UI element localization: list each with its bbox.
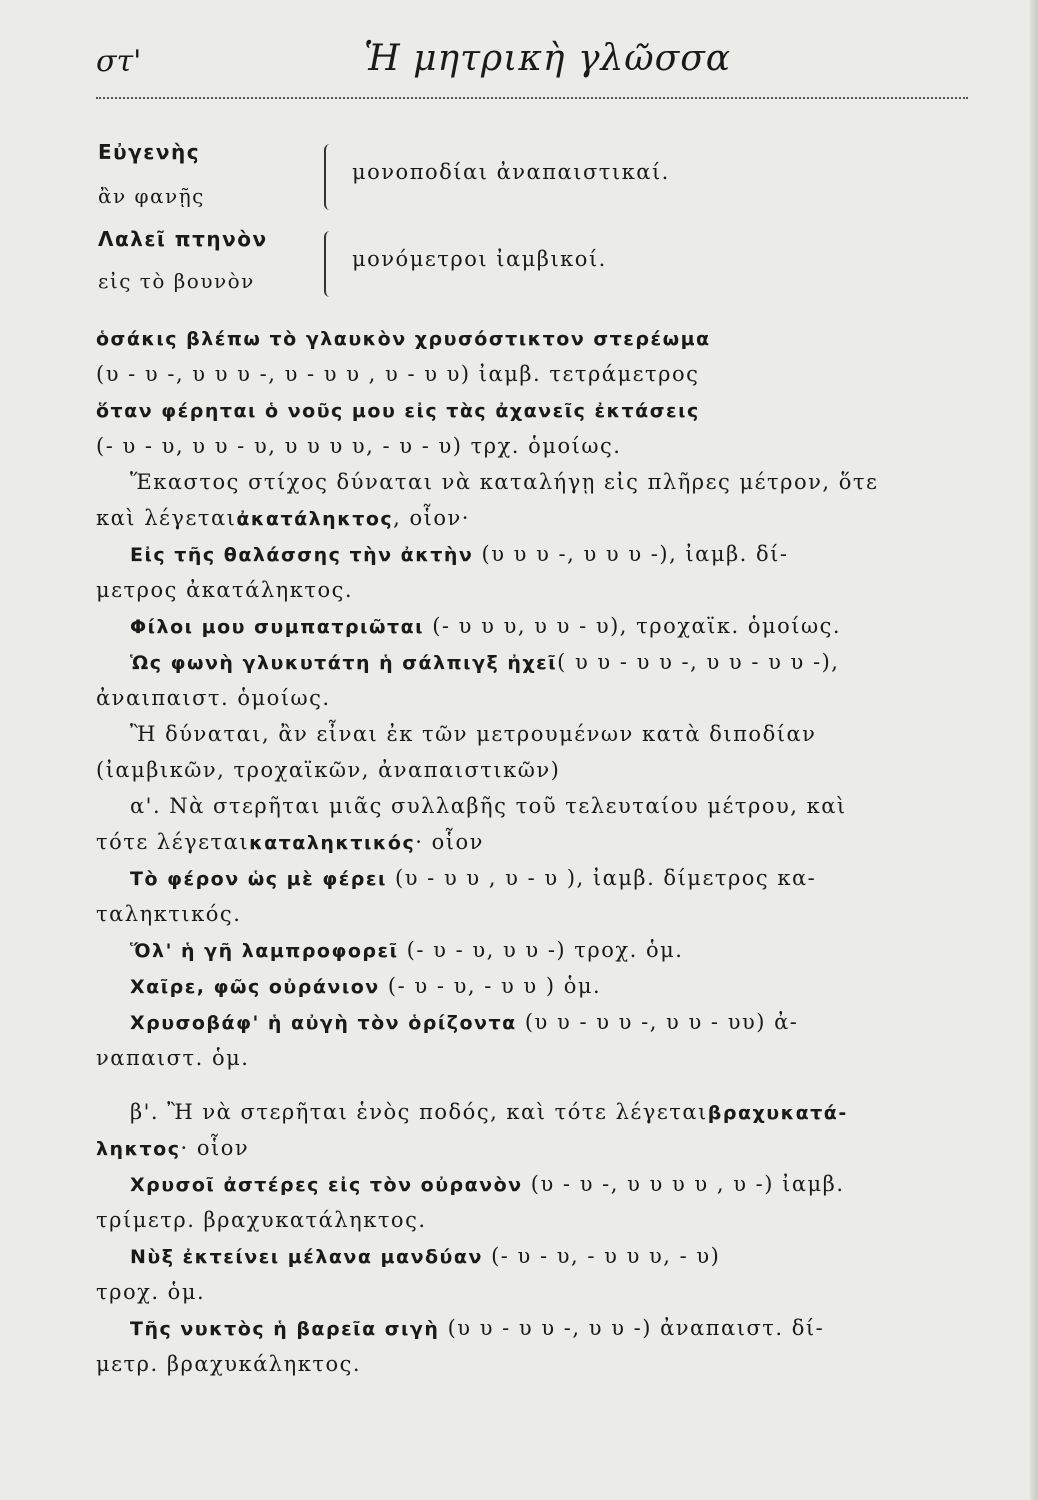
plain-text: (υ υ - υ υ -, υ υ -) ἀναπαιστ. δί- (439, 1316, 825, 1340)
plain-text: (- υ - υ, υ υ -) τροχ. ὁμ. (398, 938, 684, 962)
bold-text: Ὅλ' ἡ γῆ λαμπροφορεῖ (130, 940, 399, 962)
bold-text: ὁσάκις βλέπω τὸ γλαυκὸν χρυσόστικτον στερέωμα (96, 328, 711, 350)
text-line (96, 824, 976, 860)
plain-text: (υ - υ υ , υ - υ ), ἰαμβ. δίμετρος κα- (386, 866, 817, 890)
plain-text: (υ - υ -, υ υ υ -, υ - υ υ , υ - υ υ) ἰαμβ. τετράμετρος (96, 362, 700, 386)
verse-line: Λαλεῖ πτηνὸν (98, 227, 268, 251)
bold-text: Τῆς νυκτὸς ἡ βαρεῖα σιγὴ (130, 1318, 440, 1340)
page-body (96, 130, 976, 1382)
text-line (96, 536, 976, 572)
bold-text: βραχυκατά- (707, 1102, 848, 1124)
plain-text: (- υ - υ, υ υ - υ, υ υ υ υ, - υ - υ) τρχ. ὁμοίως. (96, 434, 622, 458)
bold-text: Εἰς τῆς θαλάσσης τὴν ἀκτὴν (130, 544, 474, 566)
text-line (96, 644, 976, 680)
text-line (96, 392, 976, 428)
text-line (96, 860, 976, 896)
bold-text: Χαῖρε, φῶς οὐράνιον (130, 976, 380, 998)
page-header (96, 38, 968, 88)
verse-line: Εὐγενὴς (98, 140, 201, 164)
text-line (96, 464, 976, 500)
text-line (96, 1202, 976, 1238)
page-edge (1030, 0, 1038, 1500)
text-line (96, 932, 976, 968)
running-title: Ἡ μητρικὴ γλῶσσα (364, 38, 732, 79)
text-line (96, 968, 976, 1004)
bold-text: ὅταν φέρηται ὁ νοῦς μου εἰς τὰς ἀχανεῖς ἐκτάσεις (96, 400, 700, 422)
text-line (96, 1274, 976, 1310)
plain-text: (- υ - υ, - υ υ ) ὁμ. (379, 974, 602, 998)
brace (324, 144, 334, 210)
text-line (96, 608, 976, 644)
plain-text: (- υ υ υ, υ υ - υ), τροχαϊκ. ὁμοίως. (424, 614, 842, 638)
plain-text: τότε λέγεται (96, 830, 250, 854)
text-line (96, 788, 976, 824)
text-line (96, 1094, 976, 1130)
text-line (96, 320, 976, 356)
plain-text: ναπαιστ. ὁμ. (96, 1046, 250, 1070)
bold-text: Τὸ φέρον ὡς μὲ φέρει (130, 868, 387, 890)
plain-text: (υ υ υ -, υ υ υ -), ἰαμβ. δί- (473, 542, 789, 566)
bold-text: καταληκτικός (249, 832, 416, 854)
text-line (96, 1166, 976, 1202)
verse-line: ἂν φανῇς (98, 184, 205, 208)
plain-text: ταληκτικός. (96, 902, 242, 926)
bold-text: ληκτος (96, 1138, 181, 1160)
text-line (96, 752, 976, 788)
text-line (96, 1040, 976, 1076)
verse-block-1 (96, 130, 976, 225)
text-line (96, 1130, 976, 1166)
verse-note: μονόμετροι ἰαμβικοί. (352, 247, 607, 271)
text-line (96, 356, 976, 392)
plain-text: καὶ λέγεται (96, 506, 237, 530)
text-line (96, 500, 976, 536)
text-line (96, 428, 976, 464)
verse-note: μονοποδίαι ἀναπαιστικαί. (352, 160, 670, 184)
header-rule (96, 97, 968, 99)
plain-text: τροχ. ὁμ. (96, 1280, 206, 1304)
plain-text: ( υ υ - υ υ -, υ υ - υ υ -), (557, 650, 840, 674)
verse-line: εἰς τὸ βουνὸν (98, 269, 255, 293)
text-line (96, 1238, 976, 1274)
plain-text: · οἷον (415, 830, 484, 854)
plain-text: , οἷον· (393, 506, 470, 530)
text-line (96, 1004, 976, 1040)
text-line (96, 1310, 976, 1346)
bold-text: ἀκατάληκτος (236, 508, 394, 530)
text-line (96, 896, 976, 932)
plain-text: (υ - υ -, υ υ υ υ , υ -) ἰαμβ. (522, 1172, 845, 1196)
body-text (96, 320, 976, 1382)
bold-text: Φίλοι μου συμπατριῶται (130, 616, 425, 638)
verse-block-2 (96, 225, 976, 320)
plain-text: ἀναιπαιστ. ὁμοίως. (96, 686, 331, 710)
plain-text: Ἢ δύναται, ἂν εἶναι ἐκ τῶν μετρουμένων κατὰ διποδίαν (130, 722, 817, 746)
plain-text: β'. Ἢ νὰ στερῆται ἑνὸς ποδός, καὶ τότε λέγεται (130, 1100, 708, 1124)
bold-text: Χρυσοῖ ἀστέρες εἰς τὸν οὐρανὸν (130, 1174, 523, 1196)
bold-text: Ὡς φωνὴ γλυκυτάτη ἡ σάλπιγξ ἠχεῖ (130, 652, 558, 674)
plain-text: (υ υ - υ υ -, υ υ - υυ) ἀ- (516, 1010, 799, 1034)
page-number: στ' (96, 44, 142, 79)
plain-text: μετρος ἀκατάληκτος. (96, 578, 354, 602)
bold-text: Νὺξ ἐκτείνει μέλανα μανδύαν (130, 1246, 483, 1268)
plain-text: (ἰαμβικῶν, τροχαϊκῶν, ἀναπαιστικῶν) (96, 758, 561, 782)
plain-text: μετρ. βραχυκάληκτος. (96, 1352, 362, 1376)
plain-text: τρίμετρ. βραχυκατάληκτος. (96, 1208, 427, 1232)
plain-text: · οἷον (180, 1136, 250, 1160)
text-line (96, 716, 976, 752)
paragraph-gap (96, 1076, 976, 1094)
plain-text: Ἕκαστος στίχος δύναται νὰ καταλήγῃ εἰς πλῆρες μέτρον, ὅτε (130, 470, 879, 494)
brace (324, 231, 334, 297)
plain-text: α'. Νὰ στερῆται μιᾶς συλλαβῆς τοῦ τελευταίου μέτρου, καὶ (130, 794, 847, 818)
plain-text: (- υ - υ, - υ υ υ, - υ) (482, 1244, 721, 1268)
text-line (96, 680, 976, 716)
text-line (96, 1346, 976, 1382)
text-line (96, 572, 976, 608)
bold-text: Χρυσοβάφ' ἡ αὐγὴ τὸν ὁρίζοντα (130, 1012, 517, 1034)
